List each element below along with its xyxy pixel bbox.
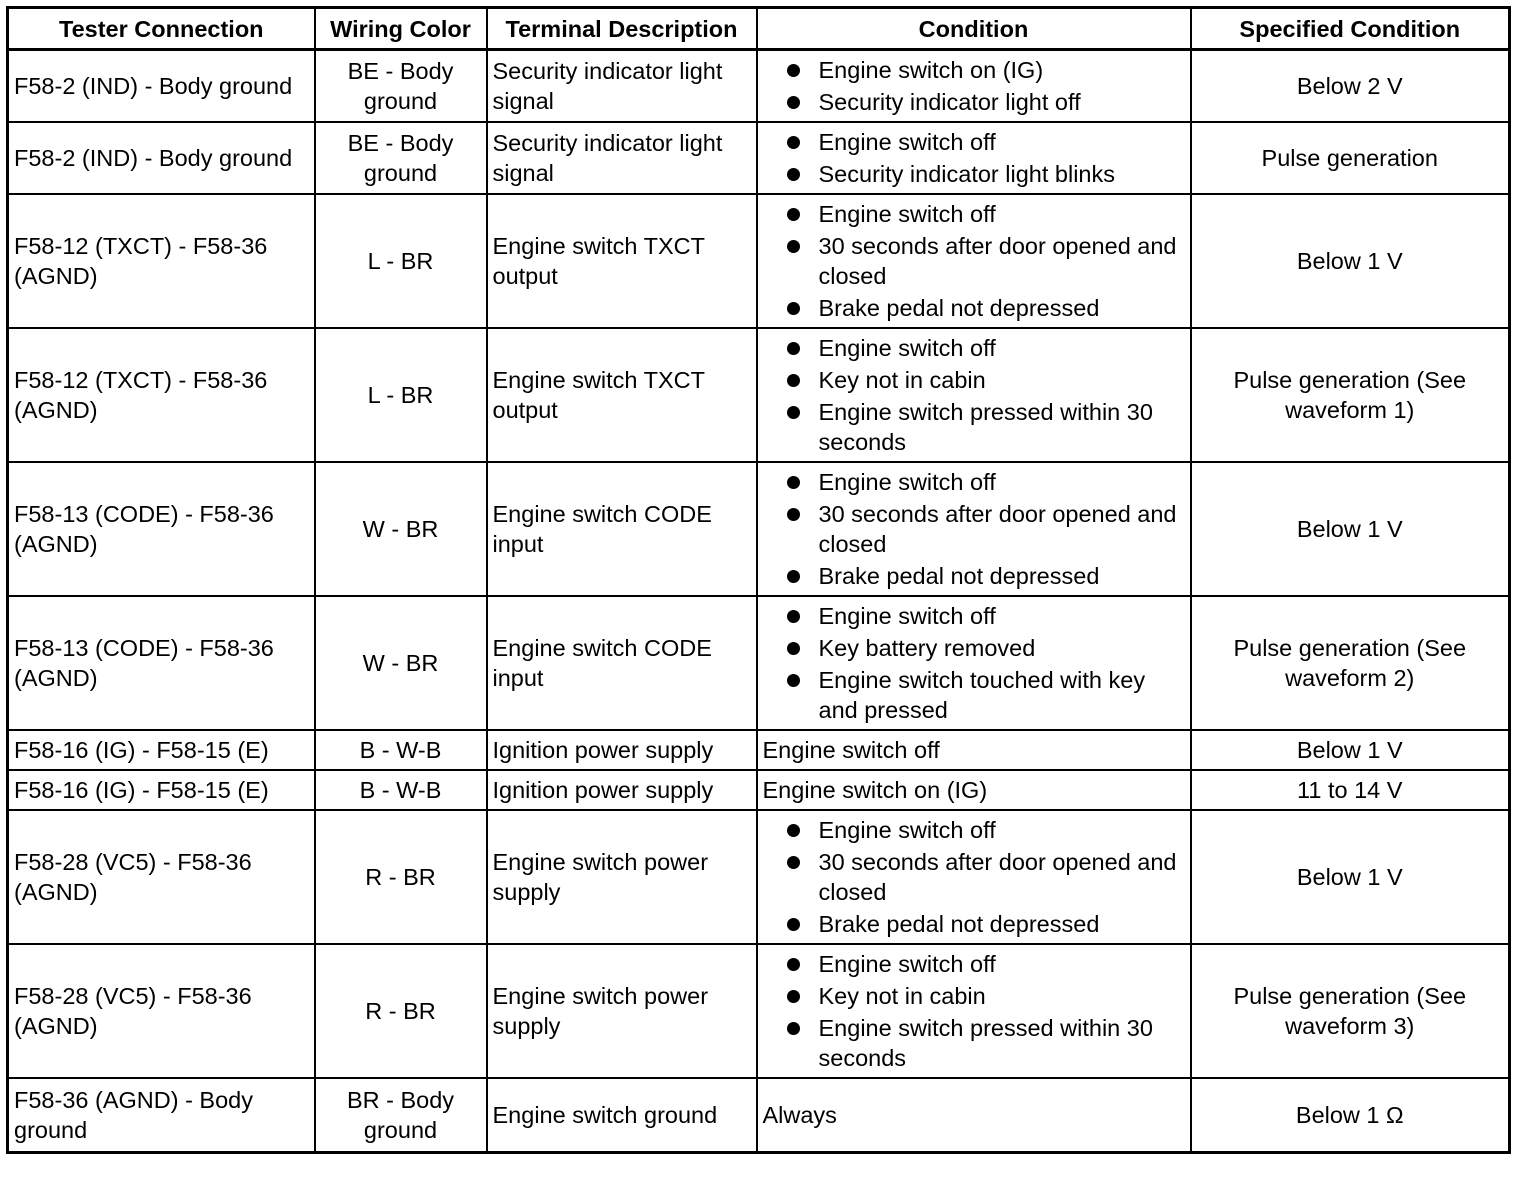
bullet-icon xyxy=(787,570,800,583)
wiring-color-cell: R - BR xyxy=(315,944,487,1078)
terminal-description-cell: Engine switch TXCT output xyxy=(487,194,757,328)
bullet-icon xyxy=(787,406,800,419)
terminal-description-cell: Security indicator light signal xyxy=(487,122,757,194)
specification-table xyxy=(6,6,1511,1154)
specified-condition-cell: Below 1 Ω xyxy=(1191,1078,1510,1153)
condition-list xyxy=(763,467,1185,591)
header-wiring-color: Wiring Color xyxy=(315,8,487,50)
terminal-description-cell: Ignition power supply xyxy=(487,730,757,770)
bullet-icon xyxy=(787,918,800,931)
condition-item: 30 seconds after door opened and closed xyxy=(783,847,1185,907)
bullet-icon xyxy=(787,610,800,623)
specified-condition-cell: Pulse generation xyxy=(1191,122,1510,194)
condition-item: Brake pedal not depressed xyxy=(783,909,1185,939)
condition-item: Engine switch off xyxy=(783,601,1185,631)
terminal-description-cell: Ignition power supply xyxy=(487,770,757,810)
tester-connection-cell: F58-16 (IG) - F58-15 (E) xyxy=(8,770,315,810)
bullet-icon xyxy=(787,1022,800,1035)
tester-connection-cell: F58-2 (IND) - Body ground xyxy=(8,50,315,123)
table-row xyxy=(8,730,1510,770)
condition-item: 30 seconds after door opened and closed xyxy=(783,231,1185,291)
tester-connection-cell: F58-12 (TXCT) - F58-36 (AGND) xyxy=(8,194,315,328)
specified-condition-cell: Pulse generation (See waveform 2) xyxy=(1191,596,1510,730)
condition-list xyxy=(763,949,1185,1073)
specified-condition-cell: Below 1 V xyxy=(1191,462,1510,596)
condition-cell xyxy=(757,194,1191,328)
condition-cell: Engine switch on (IG) xyxy=(757,770,1191,810)
tester-connection-cell: F58-28 (VC5) - F58-36 (AGND) xyxy=(8,944,315,1078)
tester-connection-cell: F58-2 (IND) - Body ground xyxy=(8,122,315,194)
condition-item: Brake pedal not depressed xyxy=(783,561,1185,591)
condition-list xyxy=(763,333,1185,457)
bullet-icon xyxy=(787,96,800,109)
bullet-icon xyxy=(787,990,800,1003)
condition-item: Key not in cabin xyxy=(783,981,1185,1011)
tester-connection-cell: F58-12 (TXCT) - F58-36 (AGND) xyxy=(8,328,315,462)
condition-item: Key not in cabin xyxy=(783,365,1185,395)
wiring-color-cell: W - BR xyxy=(315,596,487,730)
bullet-icon xyxy=(787,508,800,521)
bullet-icon xyxy=(787,674,800,687)
bullet-icon xyxy=(787,208,800,221)
terminal-description-cell: Engine switch power supply xyxy=(487,810,757,944)
condition-cell xyxy=(757,50,1191,123)
table-row xyxy=(8,462,1510,596)
wiring-color-cell: BE - Body ground xyxy=(315,122,487,194)
header-condition: Condition xyxy=(757,8,1191,50)
condition-item: 30 seconds after door opened and closed xyxy=(783,499,1185,559)
wiring-color-cell: L - BR xyxy=(315,194,487,328)
bullet-icon xyxy=(787,240,800,253)
terminal-description-cell: Security indicator light signal xyxy=(487,50,757,123)
bullet-icon xyxy=(787,302,800,315)
bullet-icon xyxy=(787,64,800,77)
condition-cell xyxy=(757,810,1191,944)
condition-cell xyxy=(757,122,1191,194)
specified-condition-cell: Pulse generation (See waveform 1) xyxy=(1191,328,1510,462)
condition-list xyxy=(763,601,1185,725)
bullet-icon xyxy=(787,342,800,355)
condition-item: Engine switch touched with key and pressed xyxy=(783,665,1185,725)
condition-item: Security indicator light off xyxy=(783,87,1185,117)
bullet-icon xyxy=(787,958,800,971)
wiring-color-cell: R - BR xyxy=(315,810,487,944)
terminal-description-cell: Engine switch CODE input xyxy=(487,596,757,730)
table-row xyxy=(8,1078,1510,1153)
condition-item: Engine switch pressed within 30 seconds xyxy=(783,397,1185,457)
condition-cell: Engine switch off xyxy=(757,730,1191,770)
table-row xyxy=(8,122,1510,194)
wiring-color-cell: L - BR xyxy=(315,328,487,462)
table-row xyxy=(8,944,1510,1078)
bullet-icon xyxy=(787,856,800,869)
table-header-row xyxy=(8,8,1510,50)
wiring-color-cell: B - W-B xyxy=(315,730,487,770)
bullet-icon xyxy=(787,136,800,149)
table-row xyxy=(8,328,1510,462)
condition-item: Engine switch off xyxy=(783,949,1185,979)
table-row xyxy=(8,596,1510,730)
condition-cell xyxy=(757,328,1191,462)
condition-cell xyxy=(757,462,1191,596)
table-row xyxy=(8,810,1510,944)
condition-item: Engine switch pressed within 30 seconds xyxy=(783,1013,1185,1073)
tester-connection-cell: F58-16 (IG) - F58-15 (E) xyxy=(8,730,315,770)
condition-item: Engine switch on (IG) xyxy=(783,55,1185,85)
header-terminal-description: Terminal Description xyxy=(487,8,757,50)
condition-list xyxy=(763,815,1185,939)
bullet-icon xyxy=(787,168,800,181)
tester-connection-cell: F58-36 (AGND) - Body ground xyxy=(8,1078,315,1153)
condition-item: Engine switch off xyxy=(783,127,1185,157)
terminal-description-cell: Engine switch TXCT output xyxy=(487,328,757,462)
specified-condition-cell: 11 to 14 V xyxy=(1191,770,1510,810)
bullet-icon xyxy=(787,374,800,387)
specified-condition-cell: Below 1 V xyxy=(1191,810,1510,944)
condition-item: Engine switch off xyxy=(783,199,1185,229)
bullet-icon xyxy=(787,824,800,837)
header-tester-connection: Tester Connection xyxy=(8,8,315,50)
condition-cell: Always xyxy=(757,1078,1191,1153)
specified-condition-cell: Pulse generation (See waveform 3) xyxy=(1191,944,1510,1078)
wiring-color-cell: BE - Body ground xyxy=(315,50,487,123)
wiring-color-cell: W - BR xyxy=(315,462,487,596)
bullet-icon xyxy=(787,476,800,489)
tester-connection-cell: F58-13 (CODE) - F58-36 (AGND) xyxy=(8,596,315,730)
condition-cell xyxy=(757,944,1191,1078)
condition-cell xyxy=(757,596,1191,730)
condition-list xyxy=(763,55,1185,117)
condition-list xyxy=(763,199,1185,323)
specified-condition-cell: Below 1 V xyxy=(1191,730,1510,770)
condition-item: Engine switch off xyxy=(783,333,1185,363)
tester-connection-cell: F58-28 (VC5) - F58-36 (AGND) xyxy=(8,810,315,944)
table-row xyxy=(8,50,1510,123)
tester-connection-cell: F58-13 (CODE) - F58-36 (AGND) xyxy=(8,462,315,596)
condition-item: Security indicator light blinks xyxy=(783,159,1185,189)
terminal-description-cell: Engine switch CODE input xyxy=(487,462,757,596)
header-specified-condition: Specified Condition xyxy=(1191,8,1510,50)
terminal-description-cell: Engine switch power supply xyxy=(487,944,757,1078)
condition-item: Key battery removed xyxy=(783,633,1185,663)
specified-condition-cell: Below 1 V xyxy=(1191,194,1510,328)
table-row xyxy=(8,194,1510,328)
wiring-color-cell: BR - Body ground xyxy=(315,1078,487,1153)
bullet-icon xyxy=(787,642,800,655)
wiring-color-cell: B - W-B xyxy=(315,770,487,810)
condition-list xyxy=(763,127,1185,189)
table-row xyxy=(8,770,1510,810)
condition-item: Brake pedal not depressed xyxy=(783,293,1185,323)
terminal-description-cell: Engine switch ground xyxy=(487,1078,757,1153)
specified-condition-cell: Below 2 V xyxy=(1191,50,1510,123)
condition-item: Engine switch off xyxy=(783,467,1185,497)
condition-item: Engine switch off xyxy=(783,815,1185,845)
